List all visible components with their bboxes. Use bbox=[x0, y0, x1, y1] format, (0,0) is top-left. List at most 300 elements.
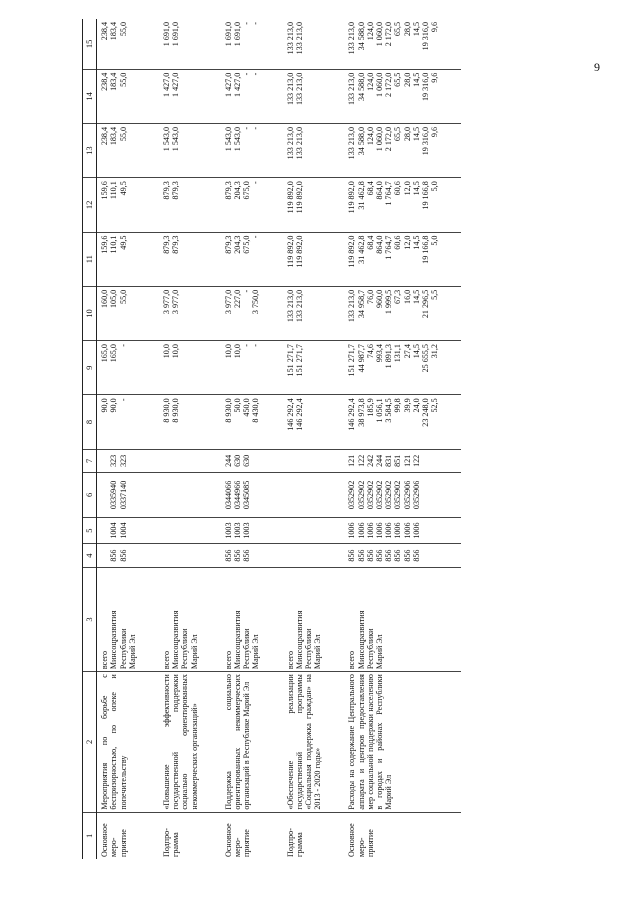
cell-line: 0345085 bbox=[242, 480, 252, 510]
cell-line: 105,0 bbox=[109, 289, 119, 309]
table-row bbox=[159, 19, 221, 859]
cell-line: 1006 bbox=[365, 522, 375, 539]
column-header-13: 13 bbox=[83, 123, 97, 177]
cell-line: 39,9 bbox=[402, 398, 412, 413]
cell-line: 52,5 bbox=[430, 398, 440, 413]
cell-col-9 bbox=[97, 341, 159, 395]
cell-col-12 bbox=[159, 178, 221, 232]
cell-line: 151 271,7 bbox=[294, 344, 304, 377]
cell-line: 856 bbox=[223, 549, 233, 562]
cell-line: 960,0 bbox=[375, 289, 385, 309]
cell-line: 60,6 bbox=[393, 235, 403, 250]
cell-line: 122 bbox=[411, 454, 421, 467]
cell-col-15 bbox=[221, 19, 283, 69]
cell-line: 856 bbox=[356, 549, 366, 562]
cell-col-13 bbox=[344, 123, 461, 177]
cell-line: 0337140 bbox=[118, 480, 128, 510]
cell-line: 183,4 bbox=[109, 126, 119, 146]
cell-col-6 bbox=[283, 473, 345, 518]
cell-col-12 bbox=[221, 178, 283, 232]
cell-line: 165,0 bbox=[109, 344, 119, 363]
cell-line: 28,0 bbox=[402, 72, 412, 87]
cell-line: 159,6 bbox=[100, 181, 110, 200]
cell-line: - bbox=[118, 344, 128, 347]
column-header-8: 8 bbox=[83, 395, 97, 449]
cell-col-6 bbox=[97, 473, 159, 518]
cell-line: 27,4 bbox=[402, 344, 412, 359]
cell-line: 133 213,0 bbox=[285, 72, 295, 106]
cell-col-4 bbox=[97, 544, 159, 567]
cell-col-7 bbox=[159, 449, 221, 472]
table-row bbox=[97, 19, 159, 859]
cell-col-10 bbox=[283, 286, 345, 340]
cell-line: 8 930,0 bbox=[171, 398, 181, 423]
cell-line: 2 172,0 bbox=[384, 72, 394, 97]
cell-line: 122 bbox=[356, 454, 366, 467]
cell-line: 60,6 bbox=[393, 181, 403, 196]
cell-line: 1 427,0 bbox=[223, 72, 233, 97]
cell-line: 133 213,0 bbox=[347, 126, 357, 160]
cell-col-1 bbox=[344, 812, 461, 859]
cell-line: Республики bbox=[304, 628, 314, 670]
table-header bbox=[83, 19, 97, 859]
cell-line bbox=[100, 546, 109, 564]
cell-line: 1 691,0 bbox=[233, 22, 243, 47]
cell-col-2: «Повышение эффективности государственной поддержки социально ориентированных некоммерческих организаций» bbox=[159, 672, 221, 813]
table-row bbox=[221, 19, 283, 859]
cell-line: Минсоцразвития bbox=[233, 610, 243, 670]
cell-line: 124,0 bbox=[365, 72, 375, 91]
cell-line: 856 bbox=[411, 549, 421, 562]
cell-line: приятие bbox=[118, 829, 128, 857]
cell-line: - bbox=[251, 72, 261, 76]
column-header-11: 11 bbox=[83, 232, 97, 286]
cell-col-4 bbox=[159, 544, 221, 567]
cell-col-10 bbox=[221, 286, 283, 340]
cell-line: 238,4 bbox=[100, 72, 110, 91]
cell-line: 5,5 bbox=[430, 289, 440, 300]
cell-line: 74,6 bbox=[365, 344, 375, 359]
cell-line: Основное bbox=[100, 823, 110, 857]
cell-line: 55,0 bbox=[118, 22, 128, 37]
cell-line: 28,0 bbox=[402, 22, 412, 37]
cell-line: 12,0 bbox=[402, 181, 412, 196]
cell-col-11 bbox=[221, 232, 283, 286]
cell-line: 10,0 bbox=[223, 344, 233, 359]
cell-col-11 bbox=[159, 232, 221, 286]
cell-col-6 bbox=[221, 473, 283, 518]
cell-line: 0352906 bbox=[402, 480, 412, 510]
cell-col-12 bbox=[97, 178, 159, 232]
cell-line: 25 655,5 bbox=[421, 344, 431, 373]
cell-line: 67,3 bbox=[393, 289, 403, 304]
cell-col-7 bbox=[283, 449, 345, 472]
cell-line: 879,3 bbox=[171, 181, 181, 200]
cell-line: 864,0 bbox=[375, 181, 385, 200]
cell-col-12 bbox=[344, 178, 461, 232]
cell-line: 133 213,0 bbox=[347, 72, 357, 106]
cell-col-14 bbox=[283, 69, 345, 123]
cell-line: 1 764,7 bbox=[384, 235, 394, 260]
cell-col-11 bbox=[97, 232, 159, 286]
cell-line: 1 691,0 bbox=[162, 22, 172, 47]
cell-line: - bbox=[251, 344, 261, 347]
cell-line: 44 987,7 bbox=[356, 344, 366, 373]
column-header-14: 14 bbox=[83, 69, 97, 123]
cell-line: 183,4 bbox=[109, 22, 119, 41]
cell-line: 1 060,0 bbox=[375, 72, 385, 97]
cell-line: 14,5 bbox=[411, 22, 421, 37]
cell-line: 1 543,0 bbox=[233, 126, 243, 152]
cell-line: 1003 bbox=[242, 522, 252, 539]
cell-line: 19 316,0 bbox=[421, 126, 431, 156]
cell-line: Подпро- bbox=[162, 828, 172, 857]
cell-col-13 bbox=[159, 123, 221, 177]
cell-line: 8 930,0 bbox=[162, 398, 172, 423]
cell-line: 8 930,0 bbox=[223, 398, 233, 423]
cell-line: 8 430,0 bbox=[251, 398, 261, 423]
cell-line: 19 166,8 bbox=[421, 235, 431, 264]
cell-col-8 bbox=[159, 395, 221, 449]
cell-col-1 bbox=[97, 812, 159, 859]
cell-line: 1 543,0 bbox=[171, 126, 181, 152]
cell-line: - bbox=[242, 289, 252, 293]
cell-line: 864,0 bbox=[375, 235, 385, 254]
cell-line: 133 213,0 bbox=[294, 126, 304, 160]
cell-line: 879,3 bbox=[162, 181, 172, 200]
cell-line: 50,0 bbox=[233, 398, 243, 413]
cell-line: 1 691,0 bbox=[223, 22, 233, 47]
cell-col-4 bbox=[283, 544, 345, 567]
cell-line: - bbox=[251, 126, 261, 130]
cell-line: 151 271,7 bbox=[347, 344, 357, 377]
cell-line: 204,3 bbox=[233, 181, 243, 200]
cell-line: Марий Эл bbox=[251, 634, 261, 670]
table-body bbox=[97, 19, 462, 859]
cell-line: 14,5 bbox=[411, 181, 421, 196]
cell-line: 879,3 bbox=[162, 235, 172, 254]
column-header-4: 4 bbox=[83, 544, 97, 567]
cell-col-14 bbox=[97, 69, 159, 123]
cell-line: 21 296,5 bbox=[421, 289, 431, 319]
cell-line: 119 892,0 bbox=[294, 181, 304, 214]
cell-line: - bbox=[251, 181, 261, 184]
cell-line: 856 bbox=[347, 549, 357, 562]
cell-col-15 bbox=[283, 19, 345, 69]
cell-line: 0352902 bbox=[375, 480, 385, 510]
cell-line: 0352902 bbox=[384, 480, 394, 510]
column-header-5: 5 bbox=[83, 517, 97, 544]
cell-col-6 bbox=[159, 473, 221, 518]
cell-line: 183,4 bbox=[109, 72, 119, 91]
cell-line: 2 172,0 bbox=[384, 22, 394, 47]
cell-line: 14,5 bbox=[411, 126, 421, 142]
cell-col-13 bbox=[221, 123, 283, 177]
cell-line: 238,4 bbox=[100, 126, 110, 146]
cell-line: 49,5 bbox=[118, 181, 128, 196]
cell-line: 1006 bbox=[411, 522, 421, 539]
cell-col-15 bbox=[97, 19, 159, 69]
cell-line: 9,6 bbox=[430, 22, 440, 33]
cell-line: 121 bbox=[402, 454, 412, 467]
cell-col-2: Расходы на содержание Центрального аппарата и центров предоставления мер социальной поддержки населению в городах и районах Республики Марий Эл bbox=[344, 672, 461, 813]
column-header-9: 9 bbox=[83, 341, 97, 395]
cell-line: 856 bbox=[118, 549, 128, 562]
cell-line: меро- bbox=[109, 837, 119, 857]
cell-line: - bbox=[242, 344, 252, 347]
cell-col-9 bbox=[283, 341, 345, 395]
cell-line: 831 bbox=[384, 454, 394, 467]
cell-line: 133 213,0 bbox=[294, 289, 304, 323]
cell-line: 1006 bbox=[347, 522, 357, 539]
cell-line: 110,1 bbox=[109, 235, 119, 254]
cell-col-4 bbox=[344, 544, 461, 567]
cell-col-1 bbox=[221, 812, 283, 859]
cell-line: 856 bbox=[109, 549, 119, 562]
cell-line: 0344066 bbox=[223, 480, 233, 510]
cell-line: 19 316,0 bbox=[421, 22, 431, 51]
cell-line: 133 213,0 bbox=[347, 289, 357, 323]
cell-line: 323 bbox=[109, 454, 119, 467]
cell-line: Марий Эл bbox=[313, 634, 323, 670]
cell-line: 34 958,7 bbox=[356, 289, 366, 319]
cell-line: 119 892,0 bbox=[285, 235, 295, 268]
column-header-12: 12 bbox=[83, 178, 97, 232]
cell-line: 879,3 bbox=[223, 235, 233, 254]
cell-line: 165,0 bbox=[100, 344, 110, 363]
cell-col-2: Мероприятия по борьбе с беспризорностью, по опеке и попечительству bbox=[97, 672, 159, 813]
cell-line: 675,0 bbox=[242, 181, 252, 200]
cell-line: 1 891,3 bbox=[384, 344, 394, 369]
column-header-1: 1 bbox=[83, 812, 97, 859]
cell-col-8 bbox=[221, 395, 283, 449]
cell-line: Минсоцразвития bbox=[171, 610, 181, 670]
cell-line: 0344966 bbox=[233, 480, 243, 510]
cell-line: 185,9 bbox=[365, 398, 375, 417]
cell-line: 675,0 bbox=[242, 235, 252, 254]
cell-line bbox=[100, 520, 109, 542]
cell-line: всего bbox=[162, 650, 172, 670]
cell-line: 856 bbox=[233, 549, 243, 562]
cell-line: 12,0 bbox=[402, 235, 412, 250]
cell-line: 10,0 bbox=[171, 344, 181, 359]
cell-line: 159,6 bbox=[100, 235, 110, 254]
cell-col-10 bbox=[159, 286, 221, 340]
cell-line: приятие bbox=[242, 829, 252, 857]
cell-line: Республики bbox=[365, 628, 375, 670]
cell-line: 0352902 bbox=[356, 480, 366, 510]
cell-line: 38 973,8 bbox=[356, 398, 366, 427]
cell-line: 323 bbox=[118, 454, 128, 467]
cell-col-13 bbox=[97, 123, 159, 177]
cell-line: 244 bbox=[223, 454, 233, 467]
cell-line: 1003 bbox=[223, 522, 233, 539]
cell-line: 1 427,0 bbox=[233, 72, 243, 97]
cell-col-11 bbox=[283, 232, 345, 286]
cell-line: 55,0 bbox=[118, 126, 128, 142]
cell-col-10 bbox=[344, 286, 461, 340]
cell-line: 34 588,0 bbox=[356, 126, 366, 156]
cell-line: - bbox=[242, 22, 252, 25]
cell-col-15 bbox=[344, 19, 461, 69]
cell-line: Основное bbox=[223, 823, 233, 857]
cell-line: 133 213,0 bbox=[294, 22, 304, 55]
cell-line: 9,6 bbox=[430, 126, 440, 138]
cell-line: 856 bbox=[384, 549, 394, 562]
cell-line: 238,4 bbox=[100, 22, 110, 41]
cell-col-5 bbox=[97, 517, 159, 544]
cell-line: 1006 bbox=[356, 522, 366, 539]
cell-line: 1 764,7 bbox=[384, 181, 394, 206]
cell-line: 133 213,0 bbox=[294, 72, 304, 106]
cell-col-12 bbox=[283, 178, 345, 232]
column-header-10: 10 bbox=[83, 286, 97, 340]
cell-line: 124,0 bbox=[365, 126, 375, 146]
cell-line: 0352902 bbox=[347, 480, 357, 510]
cell-line: всего bbox=[100, 650, 110, 670]
cell-line: 119 892,0 bbox=[285, 181, 295, 214]
cell-line: 1 060,0 bbox=[375, 22, 385, 47]
cell-line bbox=[100, 475, 109, 515]
cell-col-7 bbox=[97, 449, 159, 472]
cell-line: 28,0 bbox=[402, 126, 412, 142]
cell-col-9 bbox=[159, 341, 221, 395]
cell-col-3 bbox=[344, 567, 461, 671]
cell-line: 856 bbox=[365, 549, 375, 562]
cell-line: 0352902 bbox=[365, 480, 375, 510]
cell-col-3 bbox=[283, 567, 345, 671]
cell-line: 0352902 bbox=[393, 480, 403, 510]
cell-line: Республики bbox=[118, 628, 128, 670]
cell-line: 856 bbox=[242, 549, 252, 562]
cell-line: 851 bbox=[393, 454, 403, 467]
cell-line: 160,0 bbox=[100, 289, 110, 309]
cell-line: Минсоцразвития bbox=[294, 610, 304, 670]
cell-line: всего bbox=[285, 650, 295, 670]
cell-col-4 bbox=[221, 544, 283, 567]
cell-line: 1 056,1 bbox=[375, 398, 385, 423]
cell-line: грамма bbox=[171, 832, 181, 857]
cell-line: 19 166,8 bbox=[421, 181, 431, 210]
cell-line: - bbox=[242, 126, 252, 130]
cell-line: Минсоцразвития bbox=[109, 610, 119, 670]
cell-line: приятие bbox=[365, 829, 375, 857]
cell-line: 31 462,8 bbox=[356, 181, 366, 210]
cell-line bbox=[100, 452, 109, 470]
cell-line: Республики bbox=[180, 628, 190, 670]
cell-line: - bbox=[251, 22, 261, 25]
cell-col-8 bbox=[344, 395, 461, 449]
cell-line: 31 462,8 bbox=[356, 235, 366, 264]
cell-line: 1006 bbox=[393, 522, 403, 539]
cell-line: 119 892,0 bbox=[347, 235, 357, 268]
cell-line: 65,5 bbox=[393, 72, 403, 87]
cell-line: 16,0 bbox=[402, 289, 412, 304]
cell-col-1 bbox=[159, 812, 221, 859]
cell-col-3 bbox=[159, 567, 221, 671]
cell-line: 856 bbox=[402, 549, 412, 562]
cell-line: 1 691,0 bbox=[171, 22, 181, 47]
cell-col-5 bbox=[344, 517, 461, 544]
cell-line: 146 292,4 bbox=[294, 398, 304, 431]
cell-line: 1006 bbox=[402, 522, 412, 539]
cell-line: всего bbox=[347, 650, 357, 670]
cell-line: 1 427,0 bbox=[162, 72, 172, 97]
cell-line: 68,4 bbox=[365, 235, 375, 250]
cell-line: 1004 bbox=[118, 522, 128, 539]
cell-line: Основное bbox=[347, 823, 357, 857]
cell-line: 31,2 bbox=[430, 344, 440, 359]
cell-line: 1006 bbox=[384, 522, 394, 539]
cell-line: 1 543,0 bbox=[223, 126, 233, 152]
column-header-7: 7 bbox=[83, 449, 97, 472]
cell-line: 856 bbox=[375, 549, 385, 562]
cell-line: 204,3 bbox=[233, 235, 243, 254]
cell-col-5 bbox=[283, 517, 345, 544]
cell-line: 65,5 bbox=[393, 22, 403, 37]
cell-col-13 bbox=[283, 123, 345, 177]
cell-col-2: Поддержка социально ориентированных некоммерческих организаций в Республике Марий Эл bbox=[221, 672, 283, 813]
cell-line: 5,0 bbox=[430, 235, 440, 246]
cell-line: 110,1 bbox=[109, 181, 119, 200]
cell-line: 19 316,0 bbox=[421, 72, 431, 101]
cell-line: 34 588,0 bbox=[356, 72, 366, 101]
cell-line: 1003 bbox=[233, 522, 243, 539]
cell-line: 23 248,0 bbox=[421, 398, 431, 427]
cell-col-2: «Обеспечение реализации государственной программы «Социальная поддержка граждан» на 2013 - 2020 годы» bbox=[283, 672, 345, 813]
cell-line: 76,0 bbox=[365, 289, 375, 304]
cell-line: всего bbox=[223, 650, 233, 670]
cell-line: 630 bbox=[233, 454, 243, 467]
cell-line: 5,0 bbox=[430, 181, 440, 192]
cell-line: 146 292,4 bbox=[285, 398, 295, 431]
cell-line: 99,8 bbox=[393, 398, 403, 413]
cell-line: меро- bbox=[356, 837, 366, 857]
cell-line: 133 213,0 bbox=[285, 22, 295, 55]
cell-line: 65,5 bbox=[393, 126, 403, 142]
cell-col-9 bbox=[221, 341, 283, 395]
cell-col-7 bbox=[344, 449, 461, 472]
cell-col-14 bbox=[159, 69, 221, 123]
cell-line: 450,0 bbox=[242, 398, 252, 417]
cell-line: 119 892,0 bbox=[294, 235, 304, 268]
cell-line: - bbox=[251, 235, 261, 239]
table-row bbox=[344, 19, 461, 859]
cell-line: 133 213,0 bbox=[347, 22, 357, 55]
cell-line: - bbox=[242, 72, 252, 76]
cell-col-7 bbox=[221, 449, 283, 472]
cell-line: 14,5 bbox=[411, 72, 421, 87]
cell-line: 3 977,0 bbox=[162, 289, 172, 315]
column-header-2: 2 bbox=[83, 672, 97, 813]
cell-col-3 bbox=[97, 567, 159, 671]
cell-line: 121 bbox=[347, 454, 357, 467]
cell-line: 630 bbox=[242, 454, 252, 467]
cell-line: 14,5 bbox=[411, 235, 421, 250]
cell-line: 3 977,0 bbox=[223, 289, 233, 315]
cell-line: 55,0 bbox=[118, 72, 128, 87]
cell-line: 55,0 bbox=[118, 289, 128, 304]
cell-line: 151 271,7 bbox=[285, 344, 295, 377]
cell-col-14 bbox=[344, 69, 461, 123]
cell-line: 68,4 bbox=[365, 181, 375, 196]
cell-line: Республики bbox=[242, 628, 252, 670]
cell-line: 227,0 bbox=[233, 289, 243, 309]
cell-col-1 bbox=[283, 812, 345, 859]
cell-col-8 bbox=[283, 395, 345, 449]
cell-line: Марий Эл bbox=[189, 634, 199, 670]
cell-line: 9,6 bbox=[430, 72, 440, 83]
